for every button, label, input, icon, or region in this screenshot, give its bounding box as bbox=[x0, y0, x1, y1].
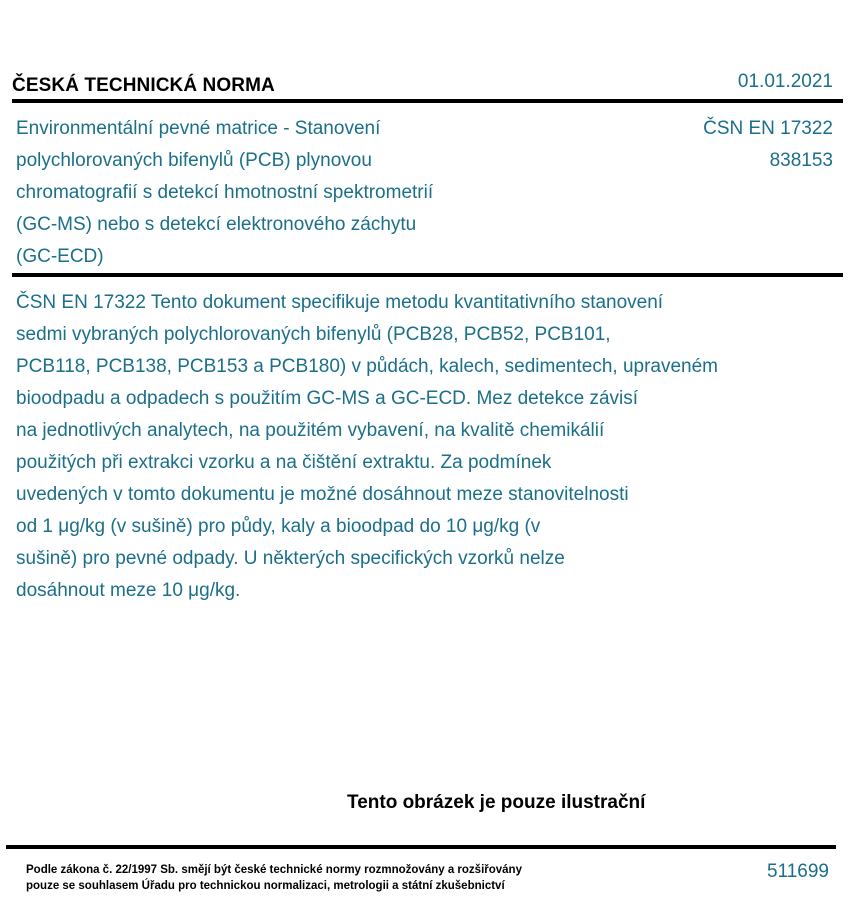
footer-divider bbox=[6, 845, 836, 849]
abstract-line: PCB118, PCB138, PCB153 a PCB180) v půdách, kalech, sedimentech, upraveném bbox=[16, 356, 718, 377]
standard-identifiers bbox=[703, 113, 833, 177]
abstract-line: uvedených v tomto dokumentu je možné dosáhnout meze stanovitelnosti bbox=[16, 484, 629, 505]
document-title-line: Environmentální pevné matrice - Stanovení bbox=[16, 118, 381, 139]
abstract-line: od 1 μg/kg (v sušině) pro půdy, kaly a bioodpad do 10 μg/kg (v bbox=[16, 516, 541, 537]
abstract-line: na jednotlivých analytech, na použitém vybavení, na kvalitě chemikálií bbox=[16, 420, 605, 441]
document-title-line: (GC-ECD) bbox=[16, 246, 104, 267]
footer-code: 511699 bbox=[767, 861, 829, 882]
standard-number: ČSN EN 17322 bbox=[703, 118, 833, 139]
footer-legal-line: Podle zákona č. 22/1997 Sb. smějí být české technické normy rozmnožovány a rozšiřovány bbox=[26, 864, 522, 876]
abstract-line: dosáhnout meze 10 μg/kg. bbox=[16, 580, 241, 601]
standard-header-title: ČESKÁ TECHNICKÁ NORMA bbox=[12, 75, 275, 96]
footer-legal-line: pouze se souhlasem Úřadu pro technickou normalizaci, metrologii a státní zkušebnictví bbox=[26, 880, 505, 892]
abstract-line: sedmi vybraných polychlorovaných bifenylů (PCB28, PCB52, PCB101, bbox=[16, 324, 611, 345]
footer-legal-notice bbox=[26, 862, 522, 894]
abstract-text bbox=[16, 287, 816, 607]
publication-date: 01.01.2021 bbox=[737, 71, 833, 92]
abstract-line: sušině) pro pevné odpady. U některých specifických vzorků nelze bbox=[16, 548, 565, 569]
header-divider bbox=[12, 99, 843, 103]
document-title-line: chromatografií s detekcí hmotnostní spektrometrií bbox=[16, 182, 434, 203]
class-number: 838153 bbox=[769, 150, 833, 171]
title-divider bbox=[12, 273, 843, 277]
document-title-line: (GC-MS) nebo s detekcí elektronového záchytu bbox=[16, 214, 417, 235]
document-title-line: polychlorovaných bifenylů (PCB) plynovou bbox=[16, 150, 372, 171]
abstract-line: ČSN EN 17322 Tento dokument specifikuje metodu kvantitativního stanovení bbox=[16, 292, 664, 313]
document-title bbox=[16, 113, 536, 273]
illustration-disclaimer: Tento obrázek je pouze ilustrační bbox=[347, 792, 646, 813]
abstract-line: bioodpadu a odpadech s použitím GC-MS a GC-ECD. Mez detekce závisí bbox=[16, 388, 639, 409]
abstract-line: použitých při extrakci vzorku a na čištění extraktu. Za podmínek bbox=[16, 452, 552, 473]
